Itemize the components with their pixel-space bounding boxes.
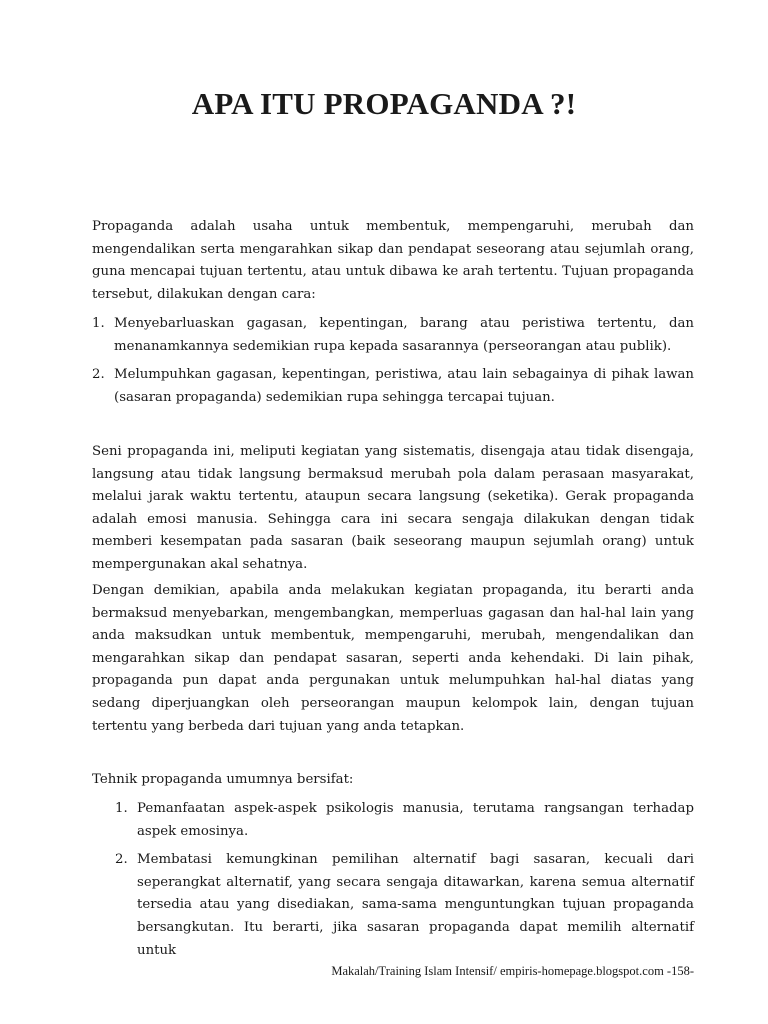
list-item-text: Pemanfaatan aspek-aspek psikologis manusia, terutama rangsangan terhadap aspek emosinya.	[137, 801, 694, 839]
techniques-list	[115, 798, 694, 962]
list-item-number: 2.	[115, 852, 128, 868]
list-item-number: 1.	[115, 801, 128, 816]
list-item	[115, 849, 694, 962]
page-footer: Makalah/Training Islam Intensif/ empiris-homepage.blogspot.com -158-	[331, 964, 694, 978]
techniques-intro: Tehnik propaganda umumnya bersifat:	[92, 772, 354, 787]
list-item-text: Membatasi kemungkinan pemilihan alternatif bagi sasaran, kecuali dari seperangkat alternatif, yang secara sengaja ditawarkan, karena semua alternatif tersedia atau yang disediakan, sama-sama menguntungkan tujuan propaganda bersangkutan. Itu berarti, jika sasaran propaganda dapat memilih alternatif untuk	[137, 852, 694, 958]
methods-list	[92, 313, 694, 409]
list-item-text: Melumpuhkan gagasan, kepentingan, peristiwa, atau lain sebagainya di pihak lawan (sasaran propaganda) sedemikian rupa sehingga tercapai tujuan.	[114, 367, 694, 405]
list-item-number: 2.	[92, 367, 105, 383]
intro-paragraph: Propaganda adalah usaha untuk membentuk, mempengaruhi, merubah dan mengendalikan serta mengarahkan sikap dan pendapat seseorang atau sejumlah orang, guna mencapai tujuan tertentu, atau untuk dibawa ke arah tertentu. Tujuan propaganda tersebut, dilakukan dengan cara:	[92, 219, 694, 302]
list-item-number: 1.	[92, 316, 105, 331]
paragraph-3: Dengan demikian, apabila anda melakukan kegiatan propaganda, itu berarti anda bermaksud menyebarkan, mengembangkan, memperluas gagasan dan hal-hal lain yang anda maksudkan untuk membentuk, mempengaruhi, merubah, mengendalikan dan mengarahkan sikap dan pendapat sasaran, seperti anda kehendaki. Di lain pihak, propaganda pun dapat anda pergunakan untuk melumpuhkan hal-hal diatas yang sedang diperjuangkan oleh perseorangan maupun kelompok lain, dengan tujuan tertentu yang berbeda dari tujuan yang anda tetapkan.	[92, 583, 694, 734]
list-item	[115, 798, 694, 843]
list-item	[92, 313, 694, 358]
page-title: APA ITU PROPAGANDA ?!	[191, 86, 577, 121]
list-item	[92, 364, 694, 409]
paragraph-2: Seni propaganda ini, meliputi kegiatan yang sistematis, disengaja atau tidak disengaja, langsung atau tidak langsung bermaksud merubah pola dalam perasaan masyarakat, melalui jarak waktu tertentu, ataupun secara langsung (seketika). Gerak propaganda adalah emosi manusia. Sehingga cara ini secara sengaja dilakukan dengan tidak memberi kesempatan pada sasaran (baik seseorang maupun sejumlah orang) untuk mempergunakan akal sehatnya.	[92, 444, 694, 572]
list-item-text: Menyebarluaskan gagasan, kepentingan, barang atau peristiwa tertentu, dan menanamkannya sedemikian rupa kepada sasarannya (perseorangan atau publik).	[114, 316, 694, 354]
